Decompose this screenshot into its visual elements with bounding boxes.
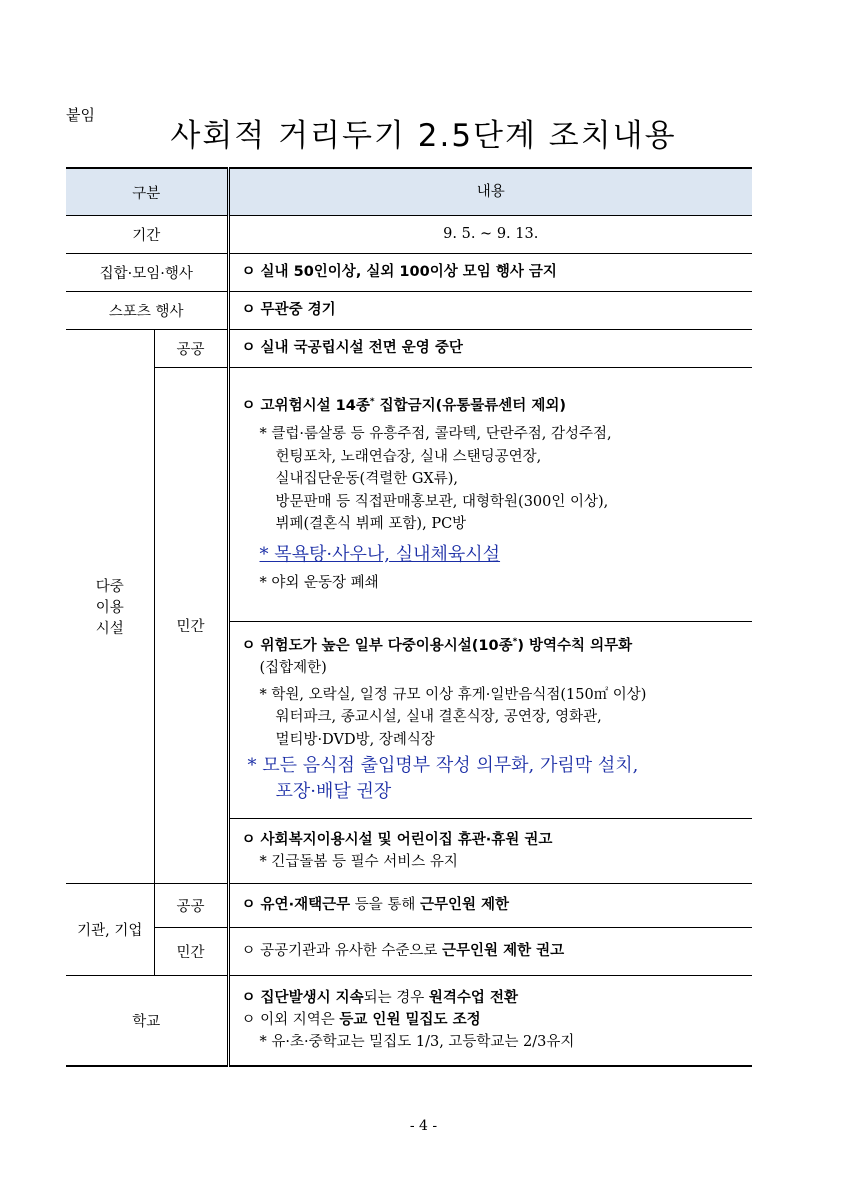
welfare-note: * 긴급돌봄 등 필수 서비스 유지	[259, 854, 458, 870]
restaurant-note-line1: * 모든 음식점 출입명부 작성 의무화, 가림막 설치,	[247, 755, 639, 777]
list-item: 헌팅포차, 노래연습장, 실내 스탠딩공연장,	[275, 448, 542, 465]
period-row	[66, 216, 752, 254]
list-item: 뷔페(결혼식 뷔페 포함), PC방	[275, 516, 467, 533]
institutions-label: 기관, 기업	[66, 884, 154, 976]
gathering-label: 집합·모임·행사	[66, 254, 228, 292]
institutions-public-text: ㅇ 유연·재택근무 등을 통해 근무인원 제한	[228, 884, 752, 928]
outdoor-note: * 야외 운동장 폐쇄	[259, 574, 379, 591]
restaurant-note-line2: 포장·배달 권장	[275, 781, 392, 803]
page-title: 사회적 거리두기 2.5단계 조치내용	[170, 118, 677, 154]
high-risk-block	[228, 368, 752, 622]
welfare-block	[228, 819, 752, 884]
medium-risk-block	[228, 622, 752, 819]
page-number: - 4 -	[409, 1118, 438, 1134]
school-text	[228, 976, 752, 1066]
table-header-row	[66, 168, 752, 216]
school-label: 학교	[66, 976, 228, 1066]
institutions-private-text: ㅇ 공공기관과 유사한 수준으로 근무인원 제한 권고	[228, 928, 752, 976]
medium-risk-heading: ㅇ 위험도가 높은 일부 다중이용시설(10종*) 방역수칙 의무화	[241, 636, 633, 654]
highlight-note: * 목욕탕·사우나, 실내체육시설	[259, 543, 501, 565]
sports-label: 스포츠 행사	[66, 292, 228, 330]
period-value: 9. 5. ~ 9. 13.	[228, 216, 752, 254]
multiuse-public-row	[66, 330, 752, 368]
multiuse-private-row-1	[66, 368, 752, 622]
gathering-row	[66, 254, 752, 292]
list-item: * 클럽·룸살롱 등 유흥주점, 콜라텍, 단란주점, 감성주점,	[259, 426, 612, 443]
list-item: 실내집단운동(격렬한 GX류),	[275, 471, 459, 488]
multiuse-public-text: ㅇ 실내 국공립시설 전면 운영 중단	[228, 330, 752, 368]
multiuse-label-line: 이용	[95, 600, 124, 616]
high-risk-heading: ㅇ 고위험시설 14종* 집합금지(유통물류센터 제외)	[241, 396, 566, 414]
list-item: * 학원, 오락실, 일정 규모 이상 휴게·일반음식점(150㎡ 이상)	[259, 686, 647, 703]
header-content: 내용	[228, 168, 752, 216]
school-line-3: * 유·초·중학교는 밀집도 1/3, 고등학교는 2/3유지	[259, 1034, 575, 1051]
multiuse-label-line: 다중	[95, 579, 124, 595]
welfare-heading: ㅇ 사회복지이용시설 및 어린이집 휴관·휴원 권고	[241, 831, 553, 848]
list-item: 방문판매 등 직접판매홍보관, 대형학원(300인 이상),	[275, 493, 609, 510]
institutions-public-row	[66, 884, 752, 928]
multiuse-public-label: 공공	[154, 330, 228, 368]
measures-table	[66, 167, 752, 1067]
list-item: 멀티방·DVD방, 장례식장	[275, 731, 435, 748]
period-label: 기간	[66, 216, 228, 254]
gathering-text: ㅇ 실내 50인이상, 실외 100이상 모임 행사 금지	[228, 254, 752, 292]
multiuse-label	[66, 330, 154, 884]
medium-risk-list	[242, 684, 741, 751]
institutions-private-row	[66, 928, 752, 976]
institutions-public-label: 공공	[154, 884, 228, 928]
school-line-1: ㅇ 집단발생시 지속되는 경우 원격수업 전환	[241, 989, 518, 1006]
sports-text: ㅇ 무관중 경기	[228, 292, 752, 330]
medium-risk-heading-cont: (집합제한)	[259, 660, 327, 677]
school-row	[66, 976, 752, 1066]
high-risk-list	[242, 423, 741, 535]
header-category: 구분	[66, 168, 228, 216]
attachment-label: 붙임	[66, 106, 95, 124]
institutions-private-label: 민간	[154, 928, 228, 976]
multiuse-label-line: 시설	[95, 621, 124, 637]
school-line-2: ㅇ 이외 지역은 등교 인원 밀집도 조정	[241, 1012, 481, 1029]
sports-row	[66, 292, 752, 330]
list-item: 워터파크, 종교시설, 실내 결혼식장, 공연장, 영화관,	[275, 709, 602, 726]
multiuse-private-label: 민간	[154, 368, 228, 884]
